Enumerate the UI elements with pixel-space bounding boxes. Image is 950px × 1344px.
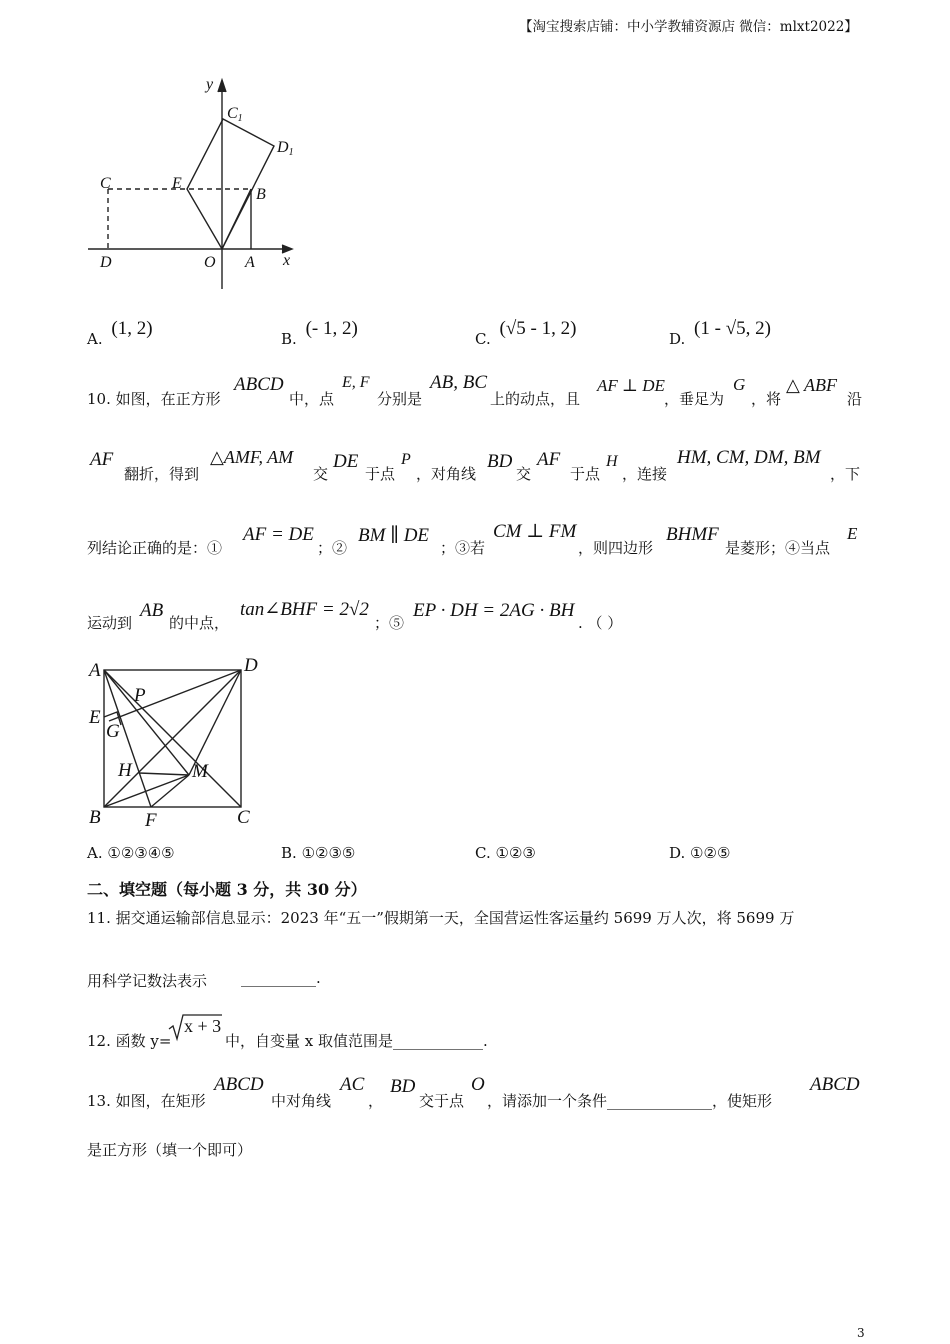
page-number: 3 [857,1326,865,1340]
q10-text: 于点 [570,465,601,483]
q10-af: AF [90,449,114,470]
header-text: 【淘宝搜索店铺：中小学教辅资源店 微信：mlxt2022】 [519,19,858,35]
q10-text: 的中点， [169,614,230,632]
q10-abcd: ABCD [234,374,284,395]
q10-text: 于点 [365,465,396,483]
label-h: H [118,760,132,781]
q10-p: P [401,451,411,468]
q10-af-perp-de: AF ⊥ DE [597,376,665,395]
q10-triangle-abf: △ ABF [786,375,838,395]
q10-e: E [847,524,858,543]
q12-suffix: 中，自变量 x 取值范围是____________. [225,1032,488,1050]
label-c: C [100,175,111,192]
q10-g: G [733,375,746,394]
section-title: 二、填空题（每小题 3 分，共 30 分） [87,880,367,899]
q9-option-a: A. (1, 2) [87,318,153,348]
label-x: x [283,252,291,269]
q10-text: 列结论正确的是：① [87,539,223,557]
q10-de: DE [333,451,359,472]
q13-bd: BD [390,1076,416,1097]
q12-radicand: x + 3 [184,1016,222,1036]
label-d: D [100,254,112,271]
q10-af: AF [537,449,561,470]
q10-ef: E, F [342,374,370,391]
label-m: M [192,761,208,782]
label-d: D [244,655,258,676]
q10-statement-3: CM ⊥ FM [493,521,577,542]
q10-text: ，下 [830,465,861,483]
label-b: B [89,807,101,828]
q10-prefix: 10. 如图，在正方形 [87,390,221,408]
q10-text: 是菱形；④当点 [725,539,831,557]
q10-ab: AB [140,600,164,621]
figure-q10-square-diagram [84,655,264,835]
q9-option-c: C. (√5 - 1, 2) [475,318,577,348]
label-p: P [134,685,146,706]
q10-text: ，对角线 [416,465,477,483]
q10-option-b: B. ①②③⑤ [281,844,356,862]
q13-text: 交于点 [419,1092,465,1110]
q10-text: 分别是 [377,390,423,408]
q13-text: 中对角线 [271,1092,332,1110]
q10-triangle-amf: △AMF, AM [210,447,294,467]
q10-statement-4: tan∠BHF = 2√2 [240,599,369,620]
q10-text: ，垂足为 [664,390,725,408]
q10-h: H [606,453,618,470]
q10-text: ；⑤ [374,614,405,632]
q10-statement-1: AF = DE [243,524,314,545]
label-a: A [245,254,255,271]
q13-line-2: 是正方形（填一个即可） [87,1141,253,1159]
q10-statement-5: EP · DH = 2AG · BH [413,600,575,621]
q13-text: ，请添加一个条件______________，使矩形 [487,1092,773,1110]
q10-option-c: C. ①②③ [475,844,536,862]
label-c: C [237,807,250,828]
q10-text: ；③若 [440,539,486,557]
q10-text: ，连接 [622,465,668,483]
q10-text: ，则四边形 [578,539,654,557]
label-b: B [256,186,266,203]
q9-option-d: D. (1 - √5, 2) [669,318,771,348]
q11-answer-blank: __________. [241,969,321,987]
q10-option-a: A. ①②③④⑤ [87,844,175,862]
q10-abbc: AB, BC [430,372,487,393]
q10-statement-2: BM ∥ DE [358,525,430,546]
q10-text: 上的动点，且 [490,390,581,408]
q13-o: O [471,1074,485,1095]
q13-abcd: ABCD [214,1074,264,1095]
label-a: A [89,660,101,681]
q10-bhmf: BHMF [666,524,719,545]
q10-segment-list: HM, CM, DM, BM [677,447,821,468]
q13-ac: AC [340,1074,365,1095]
label-o: O [204,254,216,271]
q13-comma: ， [368,1092,384,1110]
q11-line-2: 用科学记数法表示 [87,972,208,990]
q10-option-d: D. ①②⑤ [669,844,731,862]
q10-text: 沿 [847,390,863,408]
label-y: y [206,76,214,93]
label-f: F [145,810,157,831]
label-g: G [106,721,120,742]
q10-text: 交 [313,465,329,483]
q10-answer-parens: . （ ） [578,614,623,632]
q10-text: 中，点 [289,390,335,408]
q10-text: 翻折，得到 [124,465,200,483]
q10-text: 交 [516,465,532,483]
figure-q9-coordinate-diagram [80,70,310,300]
label-e: E [172,175,182,192]
q10-text: 运动到 [87,614,133,632]
q9-option-b: B. (- 1, 2) [281,318,358,348]
q10-text: ，将 [751,390,782,408]
q10-text: ；② [317,539,348,557]
q11-line-1: 11. 据交通运输部信息显示：2023 年“五一”假期第一天，全国营运性客运量约 5699 万人次，将 5699 万 [87,909,795,927]
label-d1: D1 [277,139,294,158]
label-c1: C1 [227,105,243,124]
q10-bd: BD [487,451,513,472]
q13-abcd: ABCD [810,1074,860,1095]
label-e: E [89,707,101,728]
q13-prefix: 13. 如图，在矩形 [87,1092,206,1110]
q12-prefix: 12. 函数 y= [87,1032,172,1050]
